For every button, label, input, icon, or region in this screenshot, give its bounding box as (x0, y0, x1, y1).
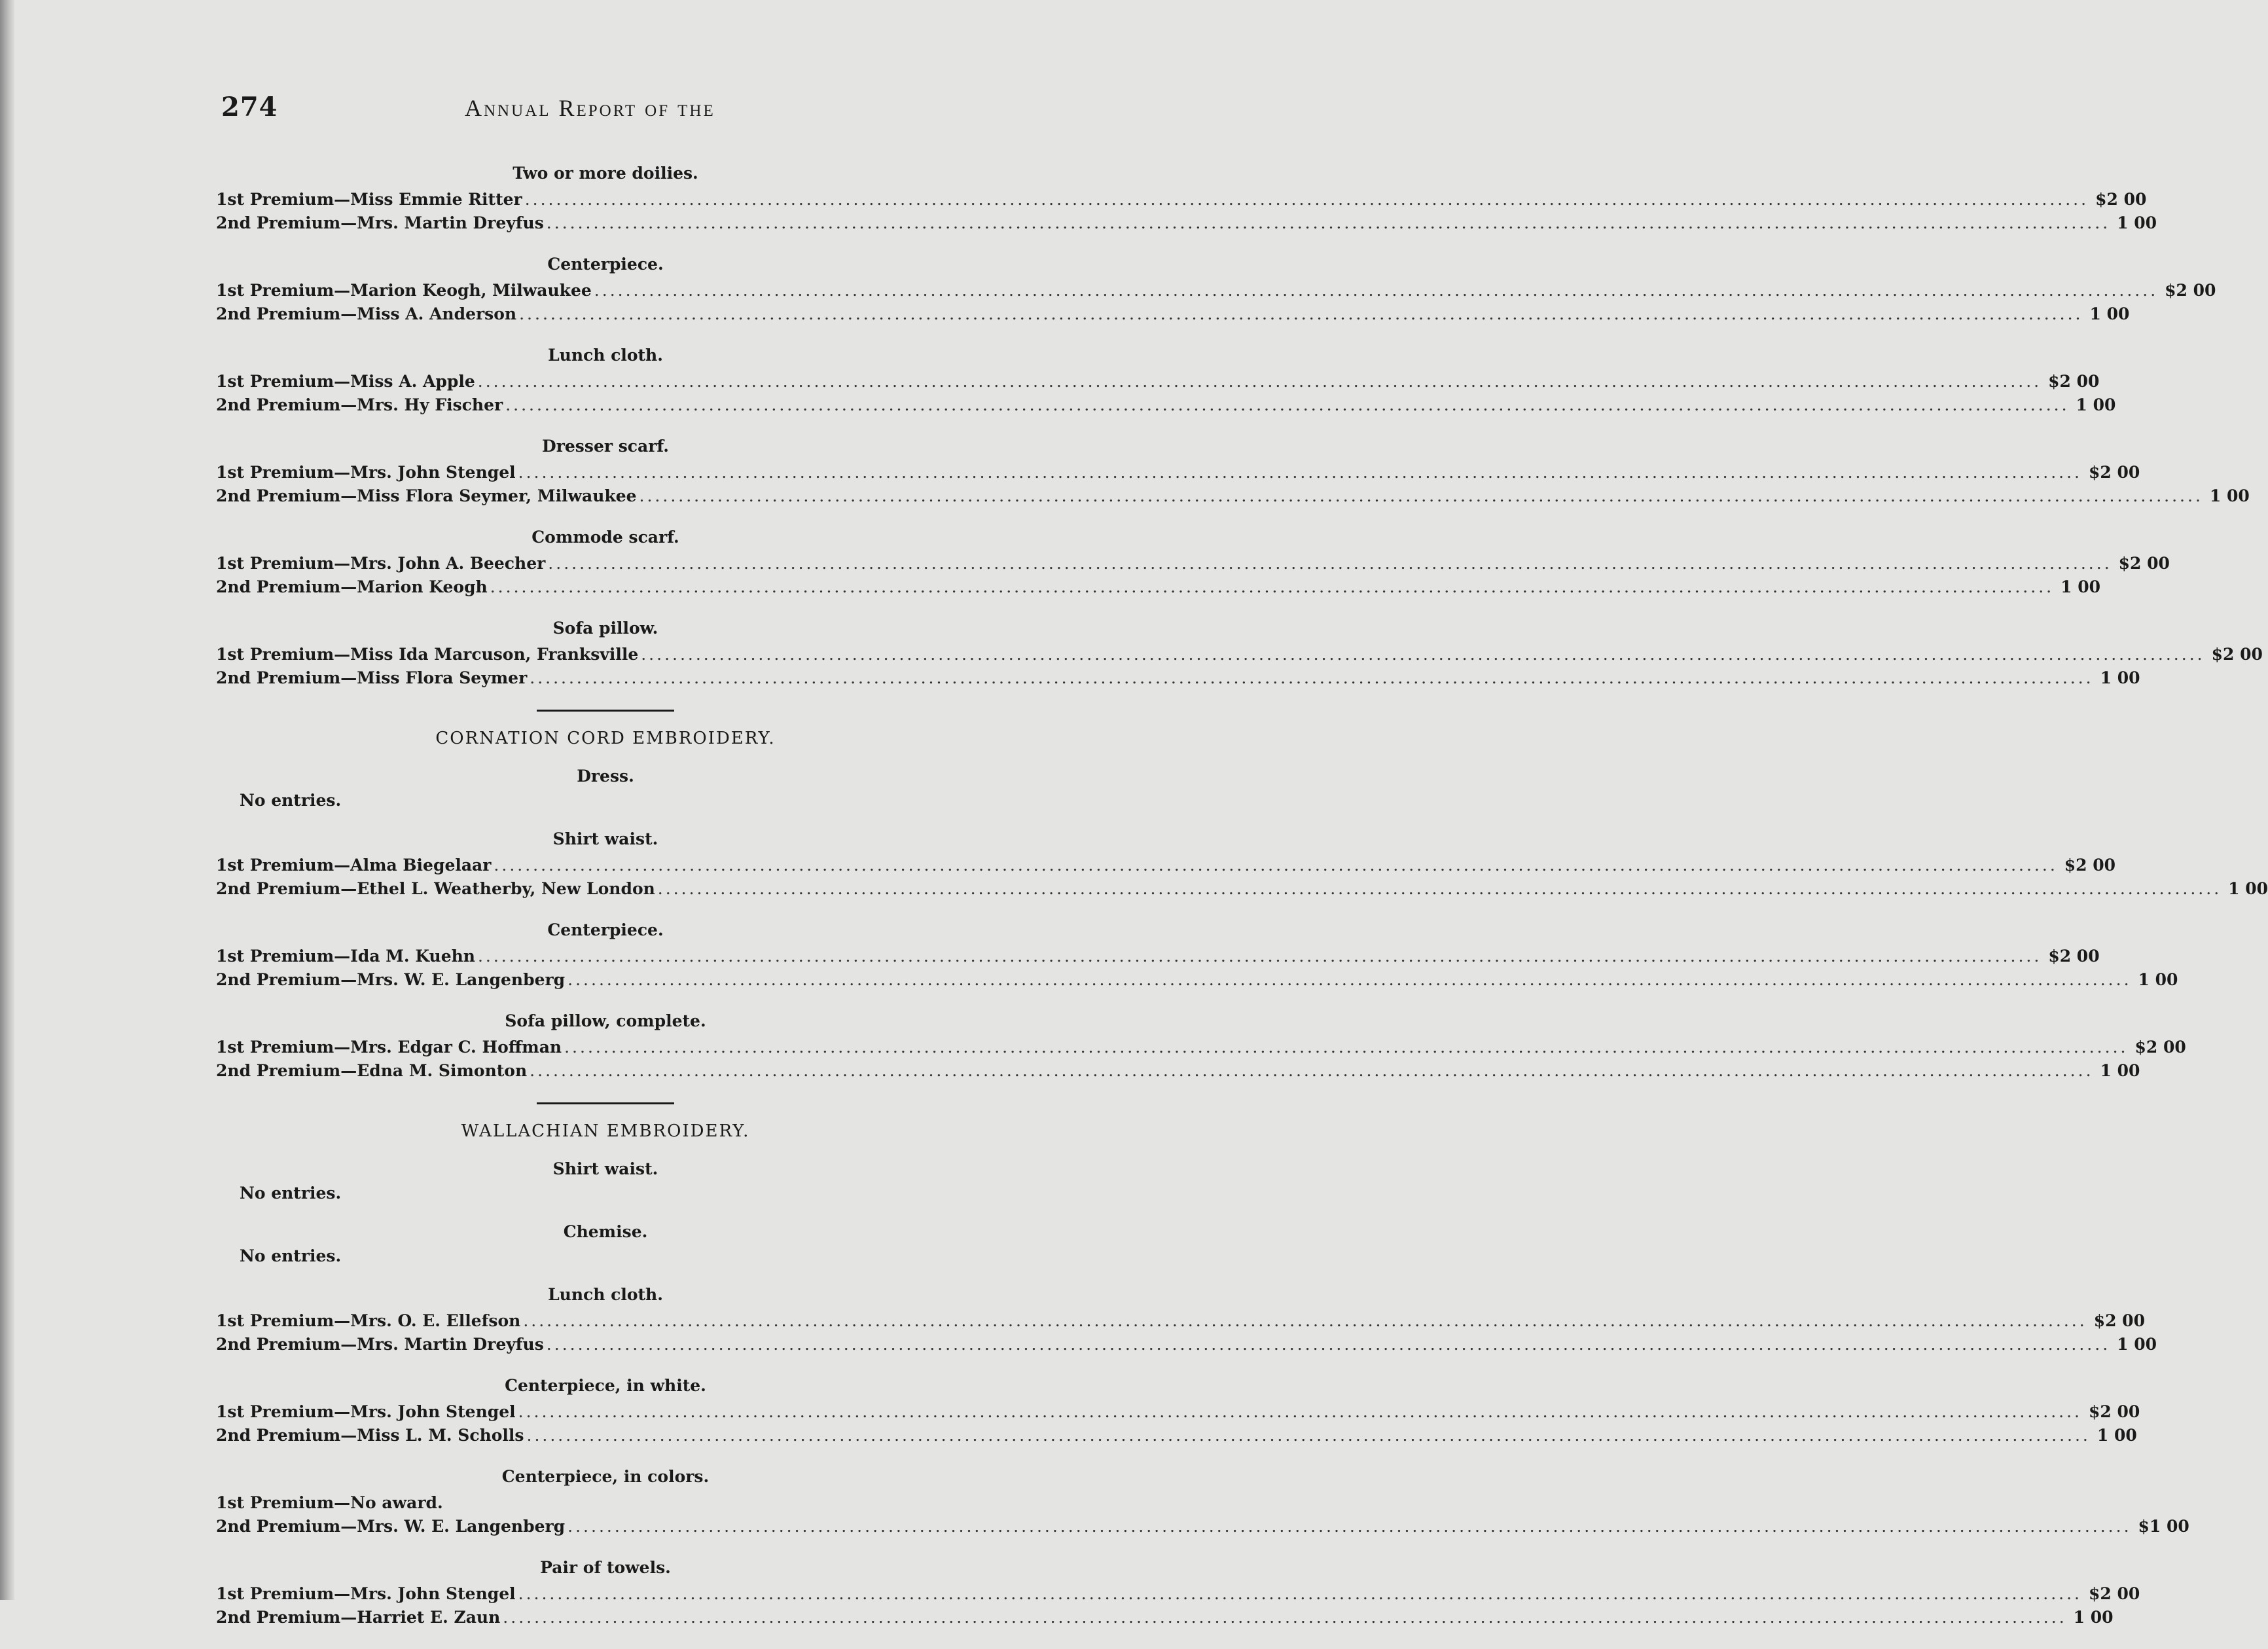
award-category (216, 528, 2170, 599)
premium-row (216, 552, 2170, 575)
premium-amount: 1 00 (2097, 1426, 2137, 1445)
dot-leader: ........................................................................................................................................................................................................ (567, 1517, 2132, 1536)
premium-label: 2nd Premium—Marion Keogh (216, 577, 488, 596)
premium-row (216, 393, 2116, 417)
premium-row (216, 188, 2147, 211)
dot-leader: ........................................................................................................................................................................................................ (518, 1584, 2082, 1603)
premium-amount: $2 00 (2118, 554, 2170, 573)
premium-row (216, 484, 2250, 508)
premium-label: 1st Premium—Mrs. John A. Beecher (216, 554, 546, 573)
premium-amount: 1 00 (2117, 213, 2157, 232)
dot-leader: ........................................................................................................................................................................................................ (530, 668, 2094, 687)
premium-row (216, 1400, 2140, 1424)
premium-label: 2nd Premium—Mrs. Martin Dreyfus (216, 1335, 544, 1354)
dot-leader: ........................................................................................................................................................................................................ (641, 645, 2205, 664)
dot-leader: ........................................................................................................................................................................................................ (546, 213, 2111, 232)
category-title: Two or more doilies. (513, 164, 698, 183)
premium-amount: 1 00 (2228, 879, 2268, 898)
award-category (216, 619, 2263, 690)
dot-leader: ........................................................................................................................................................................................................ (564, 1038, 2129, 1057)
premium-row (216, 877, 2268, 901)
no-entries-note: No entries. (240, 1184, 342, 1203)
category-title: Shirt waist. (552, 1159, 658, 1178)
premium-row (216, 1036, 2186, 1059)
premium-label: 1st Premium—Alma Biegelaar (216, 856, 492, 875)
dot-leader: ........................................................................................................................................................................................................ (519, 304, 2083, 323)
dot-leader: ........................................................................................................................................................................................................ (657, 879, 2222, 898)
premium-row (216, 1491, 1034, 1515)
premium-row (216, 968, 2178, 992)
dot-leader: ........................................................................................................................................................................................................ (518, 463, 2082, 482)
premium-label: 1st Premium—Marion Keogh, Milwaukee (216, 281, 592, 300)
premium-amount: $2 00 (2093, 1311, 2145, 1330)
category-title: Centerpiece, in colors. (501, 1467, 710, 1486)
premium-row (216, 279, 2216, 302)
page-number: 274 (221, 92, 278, 122)
premium-label: 1st Premium—Mrs. John Stengel (216, 1584, 516, 1603)
premium-label: 1st Premium—Miss Emmie Ritter (216, 190, 522, 209)
dot-leader: ........................................................................................................................................................................................................ (530, 1061, 2094, 1080)
premium-label: 1st Premium—Miss Ida Marcuson, Franksville (216, 645, 639, 664)
dot-leader: ........................................................................................................................................................................................................ (639, 486, 2203, 505)
award-category (216, 829, 2268, 901)
premium-label: 1st Premium—Miss A. Apple (216, 372, 475, 391)
award-category (216, 920, 2178, 992)
premium-label: 2nd Premium—Miss Flora Seymer, Milwaukee (216, 486, 637, 505)
award-category (216, 1558, 2140, 1629)
premium-label: 1st Premium—No award. (216, 1493, 443, 1512)
page-header (216, 92, 1034, 131)
premium-amount: $2 00 (2134, 1038, 2186, 1057)
category-title: Sofa pillow. (552, 619, 658, 638)
category-title: Shirt waist. (552, 829, 658, 848)
premium-amount: 1 00 (2138, 970, 2178, 989)
premium-label: 2nd Premium—Mrs. Martin Dreyfus (216, 213, 544, 232)
dot-leader: ........................................................................................................................................................................................................ (548, 554, 2112, 573)
premium-amount: $2 00 (2089, 1584, 2140, 1603)
premium-row (216, 1606, 2114, 1629)
no-entries-note: No entries. (240, 791, 342, 810)
premium-label: 2nd Premium—Harriet E. Zaun (216, 1608, 501, 1627)
premium-label: 1st Premium—Ida M. Kuehn (216, 947, 475, 966)
premium-label: 2nd Premium—Mrs. W. E. Langenberg (216, 970, 566, 989)
category-title: Chemise. (563, 1222, 648, 1241)
category-title: Lunch cloth. (548, 1285, 663, 1304)
award-category (216, 255, 2216, 326)
premium-amount: $2 00 (2165, 281, 2216, 300)
premium-row (216, 643, 2263, 666)
dot-leader: ........................................................................................................................................................................................................ (546, 1335, 2111, 1354)
award-category (216, 164, 2157, 235)
category-title: Pair of towels. (540, 1558, 671, 1577)
premium-row (216, 211, 2157, 235)
section-divider-rule (537, 1102, 674, 1104)
premium-row (216, 1582, 2140, 1606)
premium-label: 1st Premium—Mrs. John Stengel (216, 1402, 516, 1421)
document-page (216, 92, 2268, 1649)
premium-amount: 1 00 (2117, 1335, 2157, 1354)
premium-row (216, 1333, 2157, 1356)
award-category (216, 437, 2250, 508)
dot-leader: ........................................................................................................................................................................................................ (477, 372, 2042, 391)
premium-row (216, 1309, 2145, 1333)
page-binding-edge (0, 0, 14, 1600)
premium-label: 1st Premium—Mrs. O. E. Ellefson (216, 1311, 521, 1330)
premium-label: 2nd Premium—Miss Flora Seymer (216, 668, 528, 687)
dot-leader: ........................................................................................................................................................................................................ (526, 1426, 2091, 1445)
premium-amount: $2 00 (2211, 645, 2263, 664)
category-title: Commode scarf. (531, 528, 679, 547)
award-category (216, 1376, 2140, 1447)
premium-label: 1st Premium—Mrs. Edgar C. Hoffman (216, 1038, 562, 1057)
premium-amount: 1 00 (2209, 486, 2250, 505)
page-content (216, 164, 2268, 1629)
dot-leader: ........................................................................................................................................................................................................ (477, 947, 2042, 966)
dot-leader: ........................................................................................................................................................................................................ (505, 395, 2070, 414)
premium-amount: 1 00 (2073, 1608, 2114, 1627)
premium-label: 2nd Premium—Edna M. Simonton (216, 1061, 528, 1080)
premium-amount: 1 00 (2089, 304, 2130, 323)
award-category (216, 346, 2116, 417)
premium-amount: 1 00 (2076, 395, 2116, 414)
section (216, 164, 2263, 690)
premium-amount: $2 00 (2048, 947, 2100, 966)
section-divider-rule (537, 710, 674, 712)
category-title: Dresser scarf. (542, 437, 669, 456)
premium-row (216, 575, 2100, 599)
premium-amount: $2 00 (2048, 372, 2100, 391)
premium-label: 2nd Premium—Miss A. Anderson (216, 304, 517, 323)
award-category (216, 767, 1034, 810)
premium-amount: $2 00 (2064, 856, 2116, 875)
award-category (216, 1159, 1034, 1203)
premium-row (216, 370, 2100, 393)
dot-leader: ........................................................................................................................................................................................................ (594, 281, 2159, 300)
section-heading: CORNATION CORD EMBROIDERY. (435, 729, 776, 748)
dot-leader: ........................................................................................................................................................................................................ (494, 856, 2058, 875)
running-title: Annual Report of the (465, 95, 715, 121)
dot-leader: ........................................................................................................................................................................................................ (567, 970, 2132, 989)
section (216, 710, 2268, 1083)
premium-amount: 1 00 (2061, 577, 2100, 596)
premium-label: 1st Premium—Mrs. John Stengel (216, 463, 516, 482)
premium-label: 2nd Premium—Ethel L. Weatherby, New London (216, 879, 655, 898)
premium-amount: 1 00 (2100, 1061, 2140, 1080)
premium-amount: $2 00 (2089, 1402, 2140, 1421)
dot-leader: ........................................................................................................................................................................................................ (503, 1608, 2067, 1627)
dot-leader: ........................................................................................................................................................................................................ (523, 1311, 2087, 1330)
premium-row (216, 945, 2100, 968)
section (216, 1102, 2189, 1629)
premium-label: 2nd Premium—Miss L. M. Scholls (216, 1426, 524, 1445)
premium-row (216, 461, 2140, 484)
premium-label: 2nd Premium—Mrs. W. E. Langenberg (216, 1517, 566, 1536)
section-heading: WALLACHIAN EMBROIDERY. (461, 1121, 750, 1141)
category-title: Lunch cloth. (548, 346, 663, 365)
premium-row (216, 666, 2140, 690)
premium-row (216, 854, 2116, 877)
premium-amount: $2 00 (2089, 463, 2140, 482)
premium-amount: $2 00 (2095, 190, 2147, 209)
award-category (216, 1011, 2186, 1083)
dot-leader: ........................................................................................................................................................................................................ (518, 1402, 2082, 1421)
premium-row (216, 302, 2130, 326)
premium-row (216, 1515, 2189, 1538)
category-title: Centerpiece, in white. (505, 1376, 706, 1395)
award-category (216, 1285, 2157, 1356)
dot-leader: ........................................................................................................................................................................................................ (490, 577, 2055, 596)
award-category (216, 1467, 2189, 1538)
no-entries-note: No entries. (240, 1246, 342, 1265)
premium-amount: $1 00 (2138, 1517, 2189, 1536)
premium-row (216, 1059, 2140, 1083)
category-title: Centerpiece. (547, 255, 664, 274)
category-title: Sofa pillow, complete. (505, 1011, 706, 1030)
premium-amount: 1 00 (2100, 668, 2140, 687)
premium-row (216, 1424, 2137, 1447)
premium-label: 2nd Premium—Mrs. Hy Fischer (216, 395, 503, 414)
award-category (216, 1222, 1034, 1265)
dot-leader: ........................................................................................................................................................................................................ (524, 190, 2089, 209)
category-title: Dress. (577, 767, 634, 786)
category-title: Centerpiece. (547, 920, 664, 939)
